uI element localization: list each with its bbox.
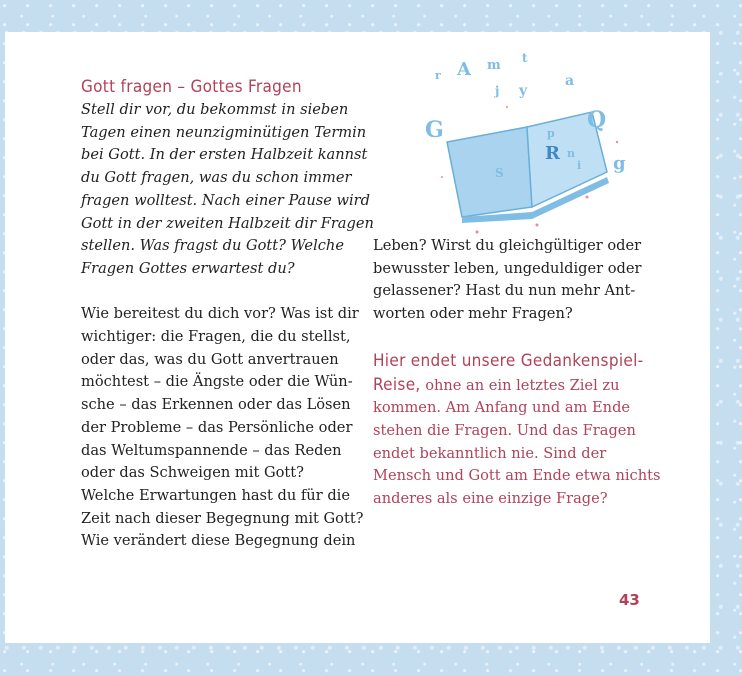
text-line: fragen wolltest. Nach einer Pause wird (81, 191, 370, 209)
text-line: der Probleme – das Persönliche oder (81, 418, 353, 436)
text-line: Welche Erwartungen hast du für die (81, 486, 350, 504)
letter: t (522, 51, 528, 65)
letter: r (435, 69, 441, 82)
text-line: Wie bereitest du dich vor? Was ist dir (81, 305, 359, 323)
letter: R (545, 143, 560, 164)
text-line: worten oder mehr Fragen? (373, 305, 573, 323)
text-line: stellen. Was fragst du Gott? Welche (81, 237, 344, 255)
letter: i (577, 159, 582, 172)
text-line: Fragen Gottes erwartest du? (81, 259, 295, 277)
letter: j (495, 84, 500, 98)
open-book-icon (447, 112, 609, 223)
text-line: kommen. Am Anfang und am Ende (373, 399, 631, 417)
intro-paragraph (81, 99, 374, 281)
closing-heading: Reise, (373, 374, 421, 395)
section-heading: Gott fragen – Gottes Fragen (81, 77, 302, 97)
text-line: Wie verändert diese Begegnung dein (81, 532, 356, 550)
body-paragraph (81, 303, 374, 553)
page-number: 43 (619, 591, 640, 609)
text-line: endet bekanntlich nie. Sind der (373, 444, 607, 462)
letter: Q (587, 107, 607, 133)
left-column (81, 75, 374, 553)
letter: g (613, 153, 626, 174)
text-line: Mensch und Gott am Ende etwa nichts (373, 467, 661, 485)
right-column (373, 235, 660, 511)
text-line: Stell dir vor, du bekommst in sieben (81, 101, 349, 118)
text-line: wichtiger: die Fragen, die du stellst, (81, 328, 351, 346)
closing-paragraph (373, 349, 660, 511)
text-line: bewusster leben, ungeduldiger oder (373, 259, 642, 277)
book-page (5, 32, 710, 643)
text-line: oder das, was du Gott anvertrauen (81, 350, 339, 368)
text-line: Zeit nach dieser Begegnung mit Gott? (81, 509, 364, 527)
letter: S (495, 166, 504, 180)
text-line: gelassener? Hast du nun mehr Ant- (373, 282, 636, 300)
text-line: anderes als eine einzige Frage? (373, 490, 608, 508)
book-illustration (417, 47, 647, 237)
text-line: Leben? Wirst du gleichgültiger oder (373, 237, 642, 254)
text-line: oder das Schweigen mit Gott? (81, 464, 304, 482)
letter: y (519, 83, 528, 99)
letter: A (457, 59, 471, 80)
text-line: du Gott fragen, was du schon immer (81, 169, 352, 187)
text-line: möchtest – die Ängste oder die Wün- (81, 373, 353, 391)
text-line: Tagen einen neunzigminütigen Termin (81, 123, 367, 141)
text-line: sche – das Erkennen oder das Lösen (81, 396, 351, 414)
text-line: Gott in der zweiten Halbzeit dir Fragen (81, 214, 374, 232)
letter: m (487, 58, 501, 73)
letter: G (425, 117, 444, 143)
text-line: das Weltumspannende – das Reden (81, 441, 342, 459)
letter: a (565, 73, 575, 89)
text-line: bei Gott. In der ersten Halbzeit kannst (81, 146, 368, 164)
letter: p (547, 127, 555, 140)
closing-heading: Hier endet unsere Gedankenspiel- (373, 350, 644, 371)
letter: n (567, 147, 575, 160)
text-line: stehen die Fragen. Und das Fragen (373, 421, 636, 439)
text-line: ohne an ein letztes Ziel zu (420, 376, 620, 394)
